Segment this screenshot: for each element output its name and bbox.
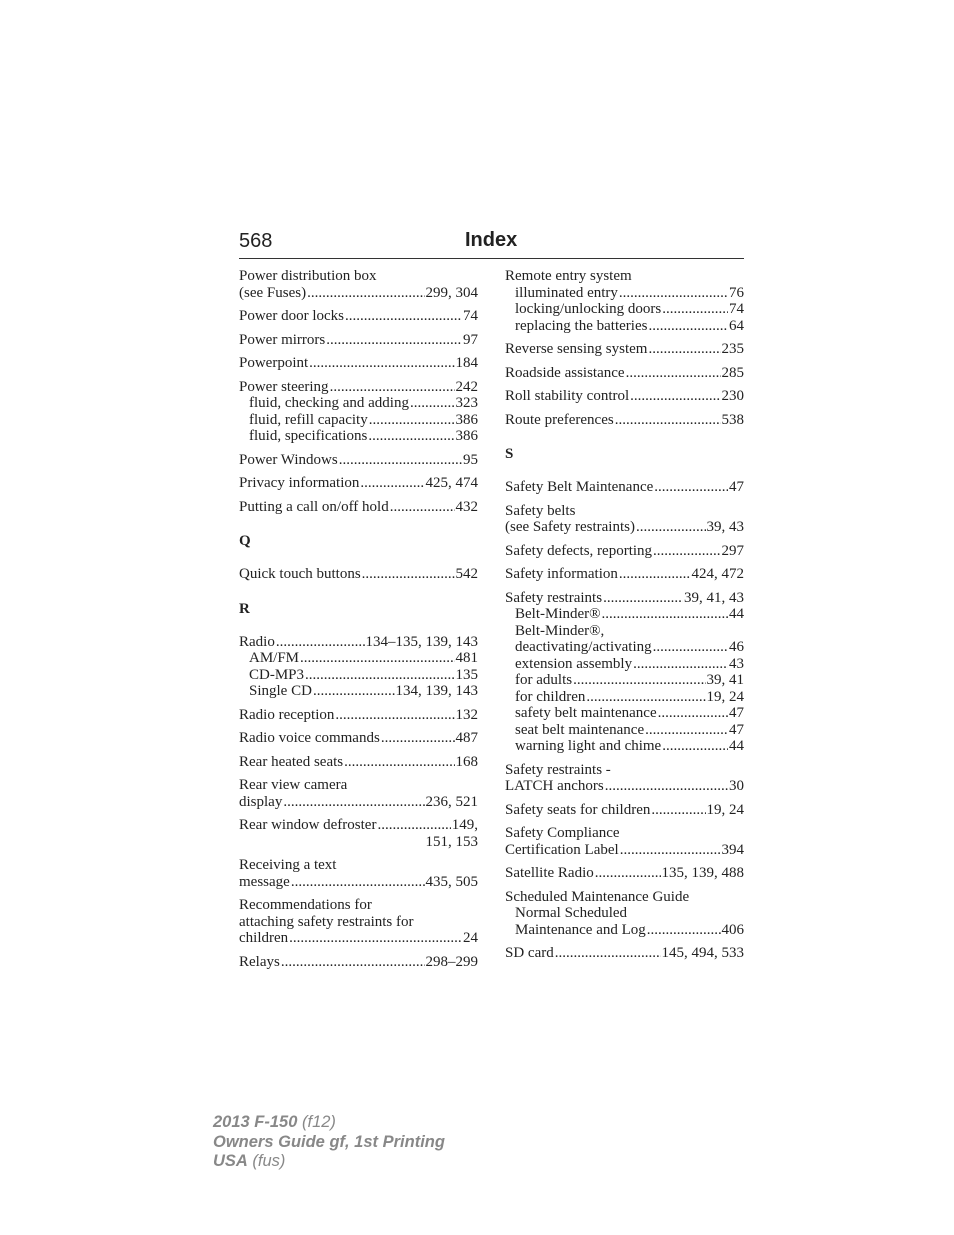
entry-term: CD-MP3 [249,666,305,683]
index-entry [505,590,744,755]
page-reference: 24 [463,930,478,946]
page-reference: 74 [463,308,478,324]
index-entry [505,865,744,882]
index-subentry-line [505,738,744,755]
page-reference: 425, 474 [425,475,478,491]
dot-leader [377,817,450,834]
index-entry-line [239,777,478,794]
index-subentry-line [505,656,744,673]
page-number: 568 [239,230,273,252]
index-entry-line [505,889,744,906]
entry-term: message [239,873,290,890]
entry-term: Roadside assistance [505,364,625,381]
page-reference: 298–299 [425,953,478,970]
index-entry [505,566,744,583]
entry-term: Satellite Radio [505,865,594,881]
page-reference: 132 [455,706,478,723]
index-entry-line [239,707,478,724]
dot-leader [307,285,424,302]
page-reference: 432 [455,498,478,515]
dot-leader [647,922,721,939]
index-entry [239,777,478,810]
dot-leader [653,543,720,560]
entry-term: display [239,793,283,810]
index-entry [239,379,478,445]
index-entry-line [505,412,744,429]
dot-leader [662,738,728,755]
dot-leader [619,566,691,583]
entry-term: Powerpoint [239,355,309,371]
index-entry-line [239,566,478,583]
dot-leader [573,672,705,689]
dot-leader [633,656,728,673]
index-subentry-line [505,705,744,722]
index-entry-line [505,388,744,405]
page-reference: 149, [451,817,478,833]
index-subentry-line [505,922,744,939]
index-entry [505,945,744,962]
dot-leader [283,794,424,811]
dot-leader [369,412,455,429]
index-subentry-line [505,639,744,656]
page-reference: 323 [455,395,478,411]
index-entry-line [505,778,744,795]
entry-term: replacing the batteries [515,317,648,334]
page-reference: 44 [729,738,744,754]
index-entry-line [505,268,744,285]
index-letter-heading: S [505,446,514,462]
index-subentry-line [239,650,478,667]
footer-line-region: USA (fus) [213,1152,286,1170]
footer-line-model: 2013 F-150 (f12) [213,1113,336,1131]
index-entry-line [505,945,744,962]
page-reference: 424, 472 [691,566,744,582]
page-reference: 135, 139, 488 [661,865,744,881]
index-subentry-line [505,301,744,318]
index-entry [239,754,478,771]
dot-leader [344,754,454,771]
index-subentry-line [505,606,744,623]
page-reference: 95 [463,451,478,468]
page-reference: 39, 43 [706,519,744,535]
entry-term: Safety information [505,566,618,582]
entry-term: safety belt maintenance [515,705,657,721]
index-letter-heading: R [239,600,250,617]
entry-term: Radio reception [239,706,335,723]
page-reference: 30 [729,778,744,794]
dot-leader [605,778,728,795]
entry-term: Putting a call on/off hold [239,498,389,515]
page-reference: 235 [721,341,744,357]
entry-term: fluid, specifications [249,428,368,444]
index-entry [505,825,744,858]
dot-leader [630,388,720,405]
entry-term: fluid, checking and adding [249,395,409,411]
entry-term: Power steering [239,378,329,395]
dot-leader [381,730,455,747]
page-reference: 134, 139, 143 [395,683,478,699]
index-entry [239,817,478,850]
dot-leader [602,606,728,623]
index-subentry-line [505,672,744,689]
entry-term: Power mirrors [239,331,326,348]
index-entry [239,897,478,947]
entry-term: Safety Compliance [505,825,620,841]
dot-leader [305,667,454,684]
entry-term: seat belt maintenance [515,721,645,738]
entry-term: for children [515,688,586,705]
dot-leader [620,842,721,859]
index-subentry-line [239,683,478,700]
index-entry-line [239,730,478,747]
index-entry-line [239,857,478,874]
dot-leader [368,428,454,445]
index-entry [239,475,478,492]
dot-leader [654,479,728,496]
dot-leader [309,355,454,372]
entry-term: (see Fuses) [239,284,307,301]
page-reference: 47 [729,721,744,738]
index-entry [505,479,744,496]
dot-leader [662,301,728,318]
index-entry-line [505,479,744,496]
page-reference: 487 [455,730,478,746]
entry-term: Power door locks [239,308,344,324]
index-entry-line [239,379,478,396]
entry-term: deactivating/activating [515,639,652,655]
index-entry-line [239,754,478,771]
entry-term: Power distribution box [239,268,377,284]
entry-term: Single CD [249,683,312,699]
page-reference: 236, 521 [425,793,478,810]
entry-term: for adults [515,672,573,688]
dot-leader [410,395,455,412]
entry-term: Power Windows [239,451,338,468]
dot-leader [653,639,728,656]
index-entry-line [505,865,744,882]
entry-term: Radio voice commands [239,730,380,746]
page-reference: 19, 24 [706,801,744,818]
entry-term: SD card [505,945,554,961]
entry-term: Recommendations for [239,897,372,913]
page-header [239,228,744,259]
index-entry [505,802,744,819]
index-entry-line [505,519,744,536]
entry-term: Safety defects, reporting [505,542,653,559]
dot-leader [330,379,455,396]
index-entry [505,268,744,334]
entry-term: (see Safety restraints) [505,519,635,535]
index-entry-line [239,954,478,971]
index-entry [505,341,744,358]
index-entry-line [239,914,478,931]
dot-leader [595,865,661,882]
entry-term: Scheduled Maintenance Guide [505,888,690,905]
index-entry [239,566,478,583]
page-reference: 542 [455,566,478,582]
index-column-right [505,260,744,962]
entry-term: Privacy information [239,475,360,491]
entry-term: Remote entry system [505,268,632,284]
index-entry-line [239,332,478,349]
entry-term: Safety Belt Maintenance [505,479,654,495]
page-reference: 230 [721,388,744,404]
page-reference: 386 [455,428,478,444]
dot-leader [586,689,705,706]
dot-leader [360,475,424,492]
dot-leader [291,874,425,891]
entry-term: Safety seats for children [505,801,651,818]
entry-term: Quick touch buttons [239,566,361,582]
entry-term: children [239,930,289,946]
index-entry [505,365,744,382]
entry-term: illuminated entry [515,284,618,301]
page-reference: 285 [721,364,744,381]
dot-leader [335,707,454,724]
index-subentry-line [505,285,744,302]
index-entry [239,452,478,469]
dot-leader [636,519,706,536]
dot-leader [619,285,728,302]
dot-leader [289,930,462,947]
entry-term: Relays [239,953,280,970]
index-subentry-line [505,689,744,706]
dot-leader [390,499,455,516]
index-subentry-line [239,412,478,429]
dot-leader [300,650,454,667]
page-reference: 47 [729,705,744,721]
entry-term: Rear heated seats [239,753,344,770]
index-entry [239,954,478,971]
entry-term: Belt-Minder® [515,606,601,622]
index-entry [505,412,744,429]
index-entry-line [239,834,478,851]
page-reference: 76 [729,284,744,301]
index-entry [239,857,478,890]
index-entry-line [505,543,744,560]
index-entry [505,889,744,939]
index-column-left [239,260,478,970]
entry-term: 151, 153 [425,833,478,850]
entry-term: Safety belts [505,502,576,519]
index-entry [239,308,478,325]
index-entry-line [505,341,744,358]
entry-term: Certification Label [505,841,619,858]
dot-leader [648,318,728,335]
dot-leader [339,452,462,469]
entry-term: Safety restraints - [505,761,611,778]
index-entry [239,707,478,724]
index-entry-line [239,475,478,492]
index-entry [239,355,478,372]
index-entry-line [239,268,478,285]
dot-leader [345,308,462,325]
page-reference: 145, 494, 533 [661,945,744,961]
page-reference: 299, 304 [425,284,478,301]
index-entry-line [505,503,744,520]
index-entry [239,499,478,516]
index-entry [239,730,478,747]
entry-term: Belt-Minder®, [515,622,605,639]
index-entry [239,332,478,349]
index-entry-line [505,566,744,583]
entry-term: Roll stability control [505,388,630,404]
entry-term: AM/FM [249,650,300,666]
page-reference: 481 [455,650,478,666]
page-reference: 97 [463,331,478,348]
page-reference: 74 [729,301,744,317]
index-subentry-line [505,722,744,739]
page-reference: 184 [455,355,478,371]
entry-term: attaching safety restraints for [239,913,414,930]
index-entry-line [505,365,744,382]
footer-line-guide: Owners Guide gf, 1st Printing [213,1132,445,1151]
dot-leader [651,802,705,819]
dot-leader [603,590,683,607]
dot-leader [648,341,720,358]
index-entry [505,503,744,536]
entry-term: Rear window defroster [239,817,377,833]
index-entry [505,543,744,560]
index-entry-line [239,499,478,516]
index-entry-line [505,802,744,819]
index-entry [505,762,744,795]
document-footer [213,1113,445,1172]
entry-term: Reverse sensing system [505,341,648,357]
index-entry [239,634,478,700]
page-reference: 135 [455,666,478,683]
index-subentry-line [239,395,478,412]
entry-term: warning light and chime [515,738,662,754]
page-reference: 538 [721,411,744,428]
dot-leader [555,945,661,962]
entry-term: extension assembly [515,655,633,672]
page-reference: 134–135, 139, 143 [365,633,478,650]
page-reference: 64 [729,317,744,334]
dot-leader [362,566,455,583]
page-reference: 406 [721,921,744,938]
entry-term: Rear view camera [239,777,348,793]
entry-term: locking/unlocking doors [515,301,662,317]
page-title: Index [465,229,518,251]
dot-leader [276,634,365,651]
index-entry-line [239,355,478,372]
index-entry-line [505,842,744,859]
dot-leader [281,954,425,971]
page-reference: 168 [455,753,478,770]
index-entry-line [239,817,478,834]
dot-leader [626,365,721,382]
page-reference: 47 [729,479,744,495]
index-subentry-line [239,428,478,445]
entry-term: Safety restraints [505,589,603,606]
page-reference: 242 [455,378,478,395]
entry-term: Receiving a text [239,857,337,873]
page-reference: 39, 41 [706,672,744,688]
page-reference: 43 [729,655,744,672]
entry-term: Normal Scheduled [515,905,628,921]
page-reference: 435, 505 [425,873,478,890]
dot-leader [326,332,462,349]
page-reference: 297 [721,542,744,559]
entry-term: Maintenance and Log [515,921,646,938]
index-entry-line [239,897,478,914]
page-reference: 386 [455,411,478,428]
index-entry-line [239,794,478,811]
entry-term: fluid, refill capacity [249,411,368,428]
entry-term: Radio [239,633,275,650]
index-entry-line [239,634,478,651]
index-entry-line [239,452,478,469]
index-subentry-line [505,318,744,335]
index-entry-line [239,285,478,302]
index-entry-line [505,825,744,842]
page-reference: 394 [721,841,744,858]
dot-leader [658,705,728,722]
index-entry [505,388,744,405]
dot-leader [645,722,728,739]
dot-leader [313,683,395,700]
index-subentry-line [505,623,744,640]
page-reference: 44 [729,606,744,622]
entry-term: Route preferences [505,411,614,428]
index-subentry-line [239,667,478,684]
index-entry-line [505,590,744,607]
index-entry [239,268,478,301]
dot-leader [615,412,721,429]
index-entry-line [239,930,478,947]
index-entry-line [239,874,478,891]
page-reference: 39, 41, 43 [684,589,744,606]
index-entry-line [505,762,744,779]
page-reference: 19, 24 [706,688,744,705]
page-reference: 46 [729,639,744,655]
index-entry-line [239,308,478,325]
index-subentry-line [505,905,744,922]
entry-term: LATCH anchors [505,778,604,794]
index-letter-heading: Q [239,533,251,549]
